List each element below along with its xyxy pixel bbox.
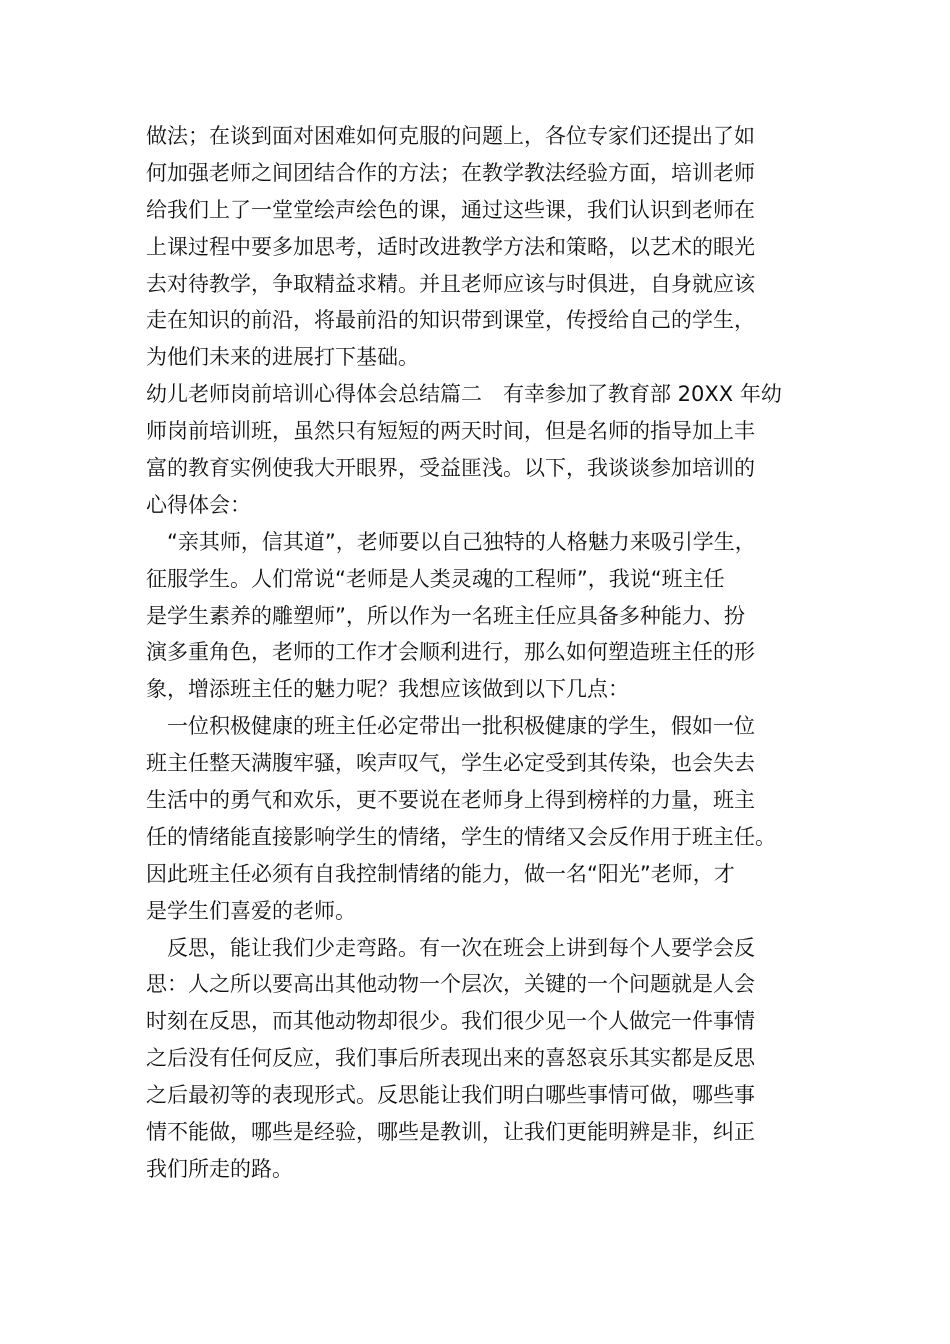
- text-line: “亲其师，信其道”，老师要以自己独特的人格魅力来吸引学生，: [146, 529, 756, 554]
- text-line: 时刻在反思，而其他动物却很少。我们很少见一个人做完一件事情: [146, 1009, 755, 1034]
- text-line: 去对待教学，争取精益求精。并且老师应该与时俱进，自身就应该: [146, 271, 755, 296]
- text-line: 反思，能让我们少走弯路。有一次在班会上讲到每个人要学会反: [146, 935, 755, 960]
- text-line: 情不能做，哪些是经验，哪些是教训，让我们更能明辨是非，纠正: [146, 1120, 755, 1145]
- text-line: 我们所走的路。: [146, 1156, 293, 1181]
- text-line: 是学生们喜爱的老师。: [146, 898, 356, 923]
- text-line: 为他们未来的进展打下基础。: [146, 345, 419, 370]
- text-line: 一位积极健康的班主任必定带出一批积极健康的学生，假如一位: [146, 714, 755, 739]
- text-line: 之后没有任何反应，我们事后所表现出来的喜怒哀乐其实都是反思: [146, 1046, 755, 1071]
- document-body: [146, 118, 836, 1188]
- text-line: 演多重角色，老师的工作才会顺利进行，那么如何塑造班主任的形: [146, 640, 755, 665]
- text-line: 之后最初等的表现形式。反思能让我们明白哪些事情可做，哪些事: [146, 1083, 755, 1108]
- text-line: 思：人之所以要高出其他动物一个层次，关键的一个问题就是人会: [146, 972, 755, 997]
- text-line: 做法；在谈到面对困难如何克服的问题上，各位专家们还提出了如: [146, 124, 755, 148]
- text-line: 象，增添班主任的魅力呢？我想应该做到以下几点：: [146, 677, 629, 702]
- text-line: 给我们上了一堂堂绘声绘色的课，通过这些课，我们认识到老师在: [146, 197, 755, 222]
- text-line: 心得体会：: [146, 492, 251, 517]
- section-heading-line: 幼儿老师岗前培训心得体会总结篇二 有幸参加了教育部 20XX 年幼: [146, 382, 782, 407]
- text-line: 富的教育实例使我大开眼界，受益匪浅。以下，我谈谈参加培训的: [146, 456, 755, 481]
- text-line: 班主任整天满腹牢骚，唉声叹气，学生必定受到其传染，也会失去: [146, 751, 755, 776]
- text-line: 走在知识的前沿，将最前沿的知识带到课堂，传授给自己的学生，: [146, 308, 755, 333]
- text-line: 任的情绪能直接影响学生的情绪，学生的情绪又会反作用于班主任。: [146, 824, 776, 849]
- text-line: 是学生素养的雕塑师”，所以作为一名班主任应具备多种能力、扮: [146, 603, 745, 628]
- text-line: 因此班主任必须有自我控制情绪的能力，做一名“阳光”老师，才: [146, 861, 735, 886]
- text-line: 师岗前培训班，虽然只有短短的两天时间，但是名师的指导加上丰: [146, 419, 755, 444]
- text-line: 上课过程中要多加思考，适时改进教学方法和策略，以艺术的眼光: [146, 234, 755, 259]
- text-line: 何加强老师之间团结合作的方法；在教学教法经验方面，培训老师: [146, 160, 755, 185]
- text-line: 征服学生。人们常说“老师是人类灵魂的工程师”，我说“班主任: [146, 566, 725, 591]
- text-line: 生活中的勇气和欢乐，更不要说在老师身上得到榜样的力量，班主: [146, 788, 755, 813]
